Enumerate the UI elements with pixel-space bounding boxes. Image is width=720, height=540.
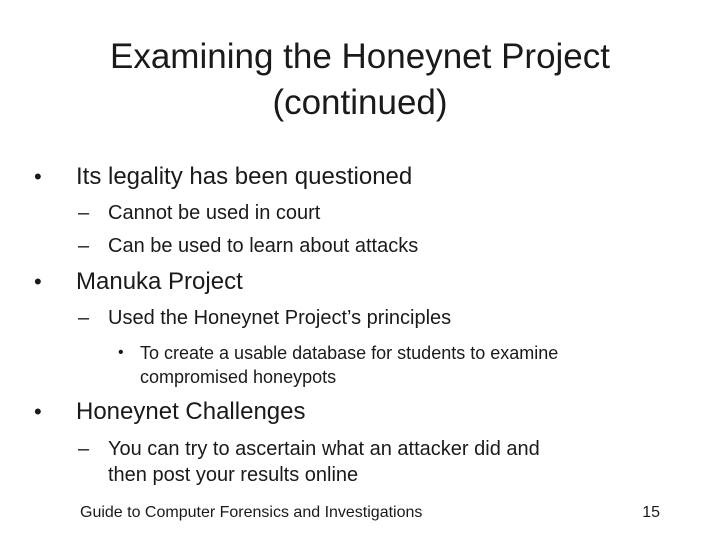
bullet-text: Honeynet Challenges (76, 398, 306, 425)
sub-sub-bullet-line-2: compromised honeypots (140, 367, 337, 387)
title-line-2: (continued) (272, 83, 448, 122)
bullet-challenges (34, 398, 306, 426)
bullet-glyph: • (34, 399, 42, 424)
footer-title: Guide to Computer Forensics and Investigations (80, 504, 423, 521)
dash-glyph: – (78, 202, 90, 224)
title-line-1: Examining the Honeynet Project (110, 37, 610, 76)
sub-sub-bullet-database (118, 341, 559, 389)
sub-bullet-learn (78, 233, 419, 259)
bullet-text: Its legality has been questioned (76, 163, 413, 190)
sub-bullet-text: Can be used to learn about attacks (108, 235, 419, 257)
sub-bullet-text: Used the Honeynet Project’s principles (108, 307, 452, 329)
sub-bullet-court (78, 200, 321, 226)
page-number: 15 (642, 504, 660, 521)
bullet-legality (34, 163, 413, 191)
sub-bullet-text: Cannot be used in court (108, 202, 321, 224)
sub-bullet-line-1: You can try to ascertain what an attacker did and (108, 438, 540, 460)
bullet-glyph: • (34, 269, 42, 294)
dash-glyph: – (78, 307, 90, 329)
slide-title (60, 34, 660, 126)
sub-bullet-ascertain (78, 436, 540, 488)
sub-bullet-line-2: then post your results online (108, 464, 359, 486)
sub-bullet-principles (78, 305, 452, 331)
bullet-text: Manuka Project (76, 268, 243, 295)
sub-sub-bullet-line-1: To create a usable database for students to examine (140, 343, 559, 363)
dash-glyph: – (78, 438, 90, 460)
bullet-glyph: • (118, 344, 124, 361)
bullet-glyph: • (34, 164, 42, 189)
bullet-manuka (34, 268, 243, 296)
dash-glyph: – (78, 235, 90, 257)
